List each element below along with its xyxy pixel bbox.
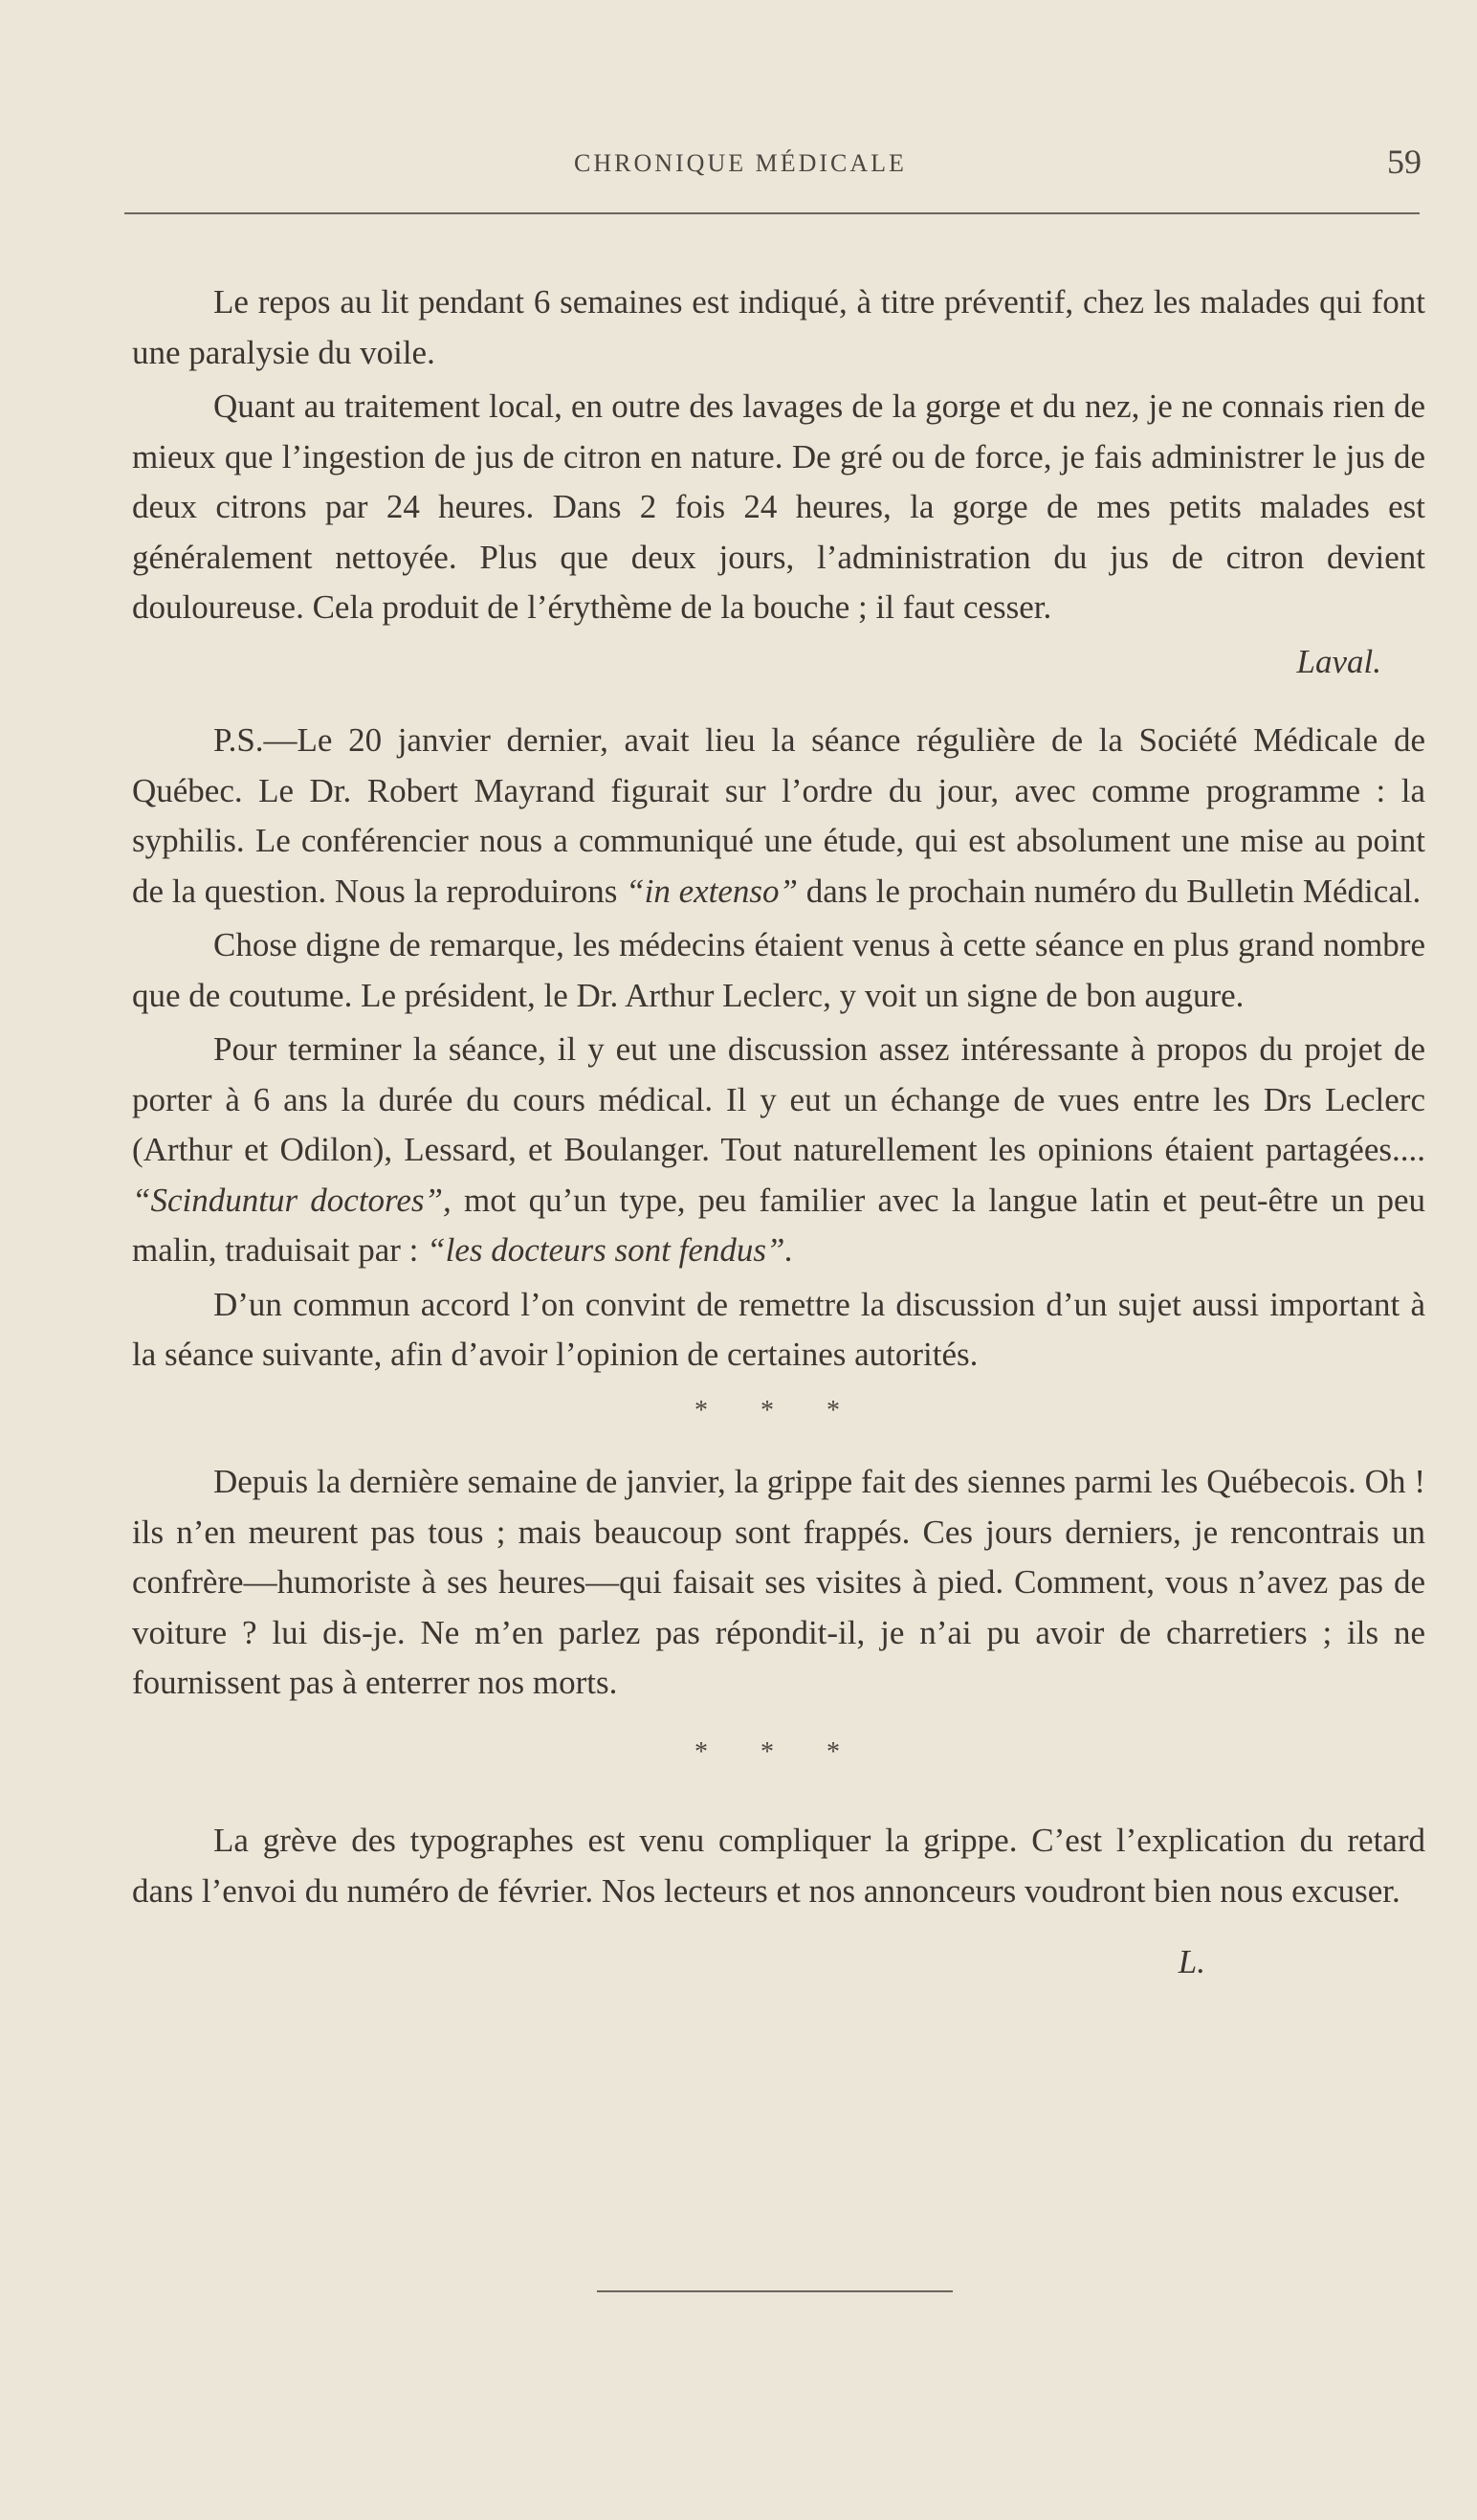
- ps-text-a: P.S.—Le 20 janvier dernier, avait lieu la séance régulière de la Société Médicale de Québec. Le Dr. Robert Mayrand figurait sur l’ordre du jour, avec comme programme : la syphilis. Le conférencier nous a communiqué une étude, qui est absolument une mise au point de la question. Nous la reproduirons: [132, 721, 1425, 910]
- paragraph-ps: [132, 716, 1425, 917]
- terminer-italic-1: “Scinduntur doctores”,: [132, 1181, 452, 1219]
- page-number: 59: [1387, 143, 1422, 181]
- paragraph-traitement: Quant au traitement local, en outre des lavages de la gorge et du nez, je ne connais rien de mieux que l’ingestion de jus de citron en nature. De gré ou de force, je fais administrer le jus de deux citrons par 24 heures. Dans 2 fois 24 heures, la gorge de mes petits malades est généralement nettoyée. Plus que deux jours, l’administration du jus de citron devient douloureuse. Cela produit de l’érythème de la bouche ; il faut cesser.: [132, 387, 1425, 626]
- section-divider-stars-1: * * *: [694, 1395, 863, 1426]
- running-head: [0, 142, 1477, 180]
- signature-l: L.: [1178, 1943, 1205, 1980]
- ps-text-b: dans le prochain numéro du Bulletin Médical.: [798, 872, 1422, 910]
- paragraph-chose-digne: Chose digne de remarque, les médecins étaient venus à cette séance en plus grand nombre que de coutume. Le président, le Dr. Arthur Leclerc, y voit un signe de bon augure.: [132, 926, 1425, 1014]
- terminer-text-b: mot qu’un type, peu familier avec la langue latin et peut-être un peu malin, traduisait par :: [132, 1181, 1425, 1269]
- signature-laval: Laval.: [1296, 642, 1381, 680]
- section-divider-stars-2: * * *: [694, 1736, 863, 1767]
- paragraph-commun-accord: D’un commun accord l’on convint de remettre la discussion d’un sujet aussi important à la séance suivante, afin d’avoir l’opinion de certaines autorités.: [132, 1285, 1425, 1373]
- terminer-italic-2: “les docteurs sont fendus”.: [427, 1231, 794, 1269]
- header-rule: [124, 212, 1420, 214]
- running-title: CHRONIQUE MÉDICALE: [574, 149, 907, 177]
- paragraph-grippe: Depuis la dernière semaine de janvier, la grippe fait des siennes parmi les Québecois. Oh ! ils n’en meurent pas tous ; mais beaucoup sont frappés. Ces jours derniers, je rencontrais un confrère—humoriste à ses heures—qui faisait ses visites à pied. Comment, vous n’avez pas de voiture ? lui dis-je. Ne m’en parlez pas répondit-il, je n’ai pu avoir de charretiers ; ils ne fournissent pas à enterrer nos morts.: [132, 1463, 1425, 1701]
- paragraph-terminer: [132, 1025, 1425, 1276]
- terminer-text-a: Pour terminer la séance, il y eut une discussion assez intéressante à propos du projet de porter à 6 ans la durée du cours médical. Il y eut un échange de vues entre les Drs Leclerc (Arthur et Odilon), Lessard, et Boulanger. Tout naturellement les opinions étaient partagées....: [132, 1030, 1425, 1168]
- ps-italic: “in extenso”: [626, 872, 799, 910]
- body-text: [132, 277, 1425, 2017]
- footer-rule: [597, 2290, 953, 2292]
- paragraph-repos: Le repos au lit pendant 6 semaines est indiqué, à titre préventif, chez les malades qui font une paralysie du voile.: [132, 283, 1425, 371]
- paragraph-greve: La grève des typographes est venu compliquer la grippe. C’est l’explication du retard dans l’envoi du numéro de février. Nos lecteurs et nos annonceurs voudront bien nous excuser.: [132, 1822, 1425, 1910]
